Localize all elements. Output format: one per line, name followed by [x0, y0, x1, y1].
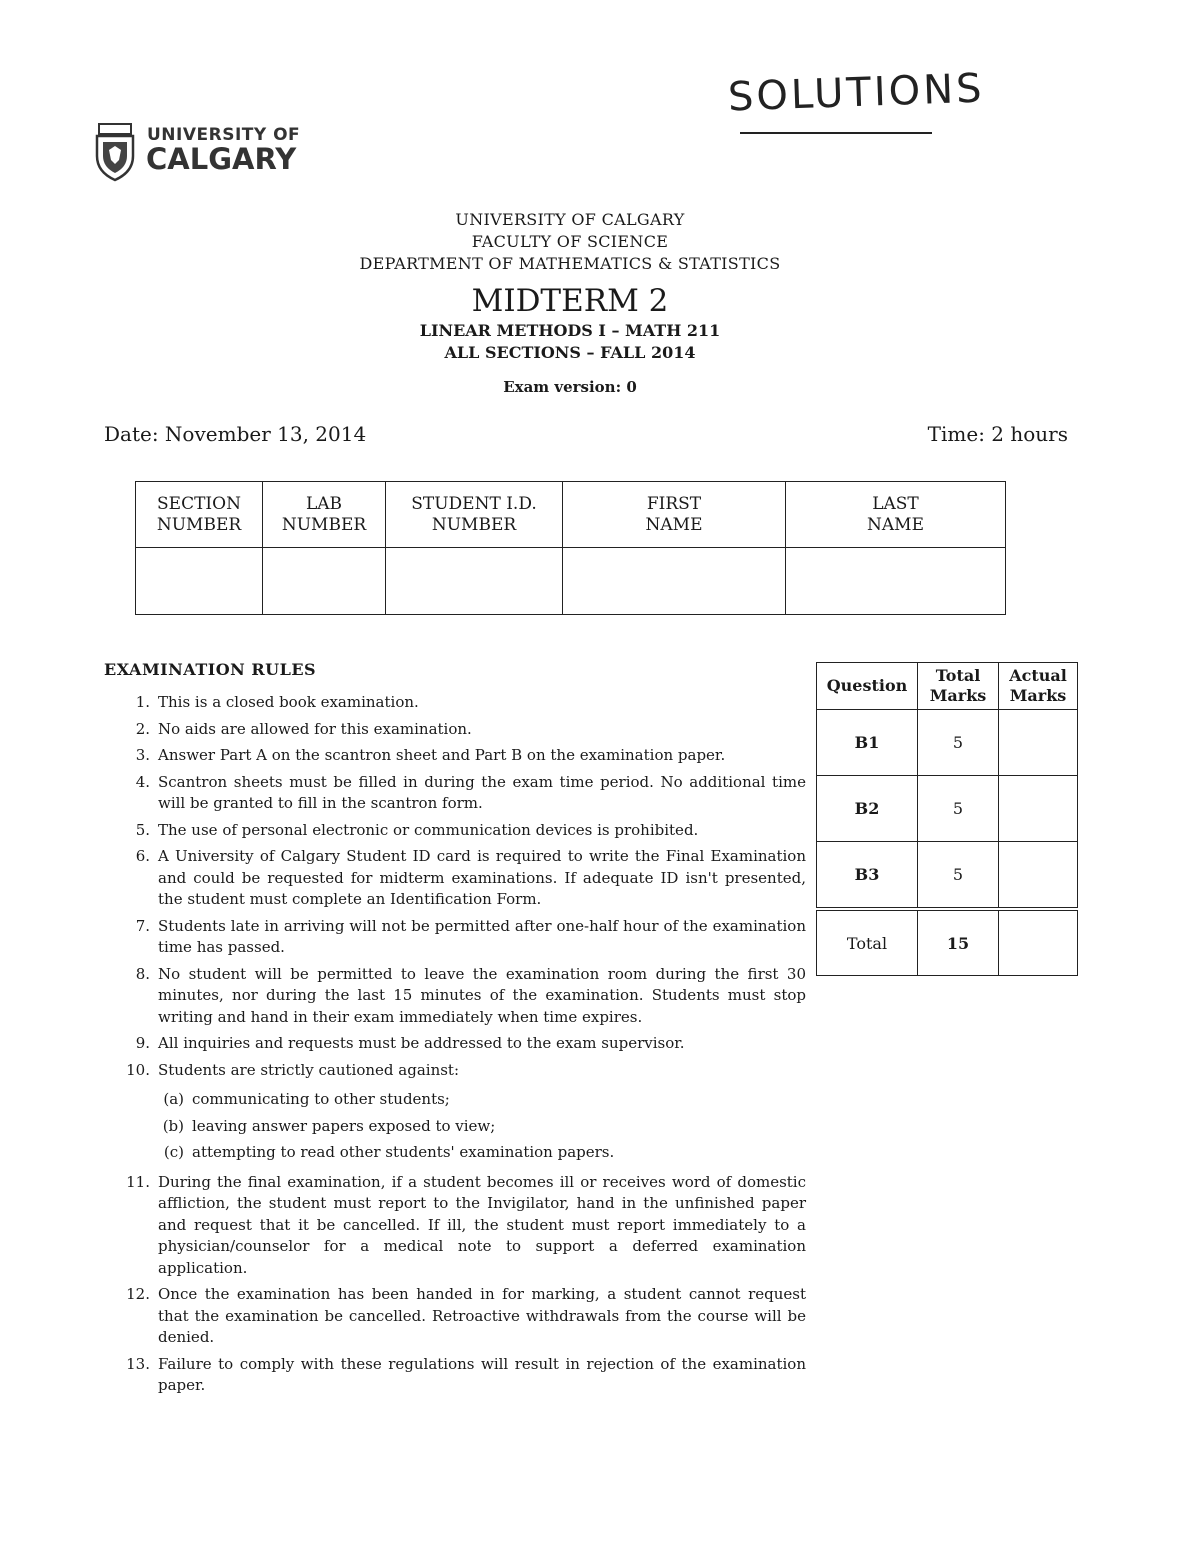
marks-header-actual: Actual Marks — [999, 663, 1078, 710]
actual-marks-field[interactable] — [999, 842, 1078, 910]
rule-item: 2. No aids are allowed for this examination. — [135, 719, 472, 738]
course-name: LINEAR METHODS I – MATH 211 — [419, 321, 721, 340]
exam-title: MIDTERM 2 — [471, 283, 669, 319]
exam-date: Date: November 13, 2014 — [104, 422, 367, 446]
rule-item: 3. Answer Part A on the scantron sheet and Part B on the examination paper. — [135, 746, 726, 764]
lab-number-field[interactable] — [263, 548, 386, 615]
total-label: Total — [817, 909, 918, 976]
marks-header-total: Total Marks — [918, 663, 999, 710]
question-label: B1 — [817, 710, 918, 776]
university-name: UNIVERSITY OF CALGARY — [455, 210, 685, 229]
last-name-field[interactable] — [786, 548, 1006, 615]
header-student-id: STUDENT I.D. NUMBER — [386, 482, 563, 548]
marks-total-row — [817, 909, 1078, 976]
handwritten-underline — [740, 132, 932, 134]
header-first-name: FIRST NAME — [563, 482, 786, 548]
student-id-field[interactable] — [386, 548, 563, 615]
question-label: B2 — [817, 776, 918, 842]
rule-item: 5. The use of personal electronic or communication devices is prohibited. — [135, 820, 699, 839]
rule-item: 12. Once the examination has been handed in for marking, a student cannot request that the examination be cancelled. Retroactive withdrawals from the course will be denied. — [126, 1285, 806, 1346]
rule-item: 9. All inquiries and requests must be addressed to the exam supervisor. — [135, 1034, 685, 1052]
total-marks: 5 — [918, 776, 999, 842]
student-info-table — [135, 481, 1006, 615]
rule-subitems — [122, 1089, 806, 1164]
actual-marks-field[interactable] — [999, 710, 1078, 776]
marks-row — [817, 710, 1078, 776]
rule-item: 7. Students late in arriving will not be permitted after one-half hour of the examination time has passed. — [135, 916, 806, 956]
first-name-field[interactable] — [563, 548, 786, 615]
marks-row — [817, 842, 1078, 910]
actual-marks-field[interactable] — [999, 776, 1078, 842]
exam-version: Exam version: 0 — [503, 378, 637, 396]
section-number-field[interactable] — [136, 548, 263, 615]
rule-item: 6. A University of Calgary Student ID card is required to write the Final Examination and could be requested for midterm examinations. If adequate ID isn't presented, the student must complete an Identification Form. — [135, 847, 806, 908]
handwritten-solutions-note: SOLUTIONS — [727, 65, 986, 121]
rule-item: 8. No student will be permitted to leave the examination room during the first 30 minutes, nor during the last 15 minutes of the examination. Students must stop writing and hand in their exam immediately when time expires. — [135, 964, 806, 1026]
faculty-name: FACULTY OF SCIENCE — [471, 232, 669, 251]
actual-total-field[interactable] — [999, 909, 1078, 976]
university-logo — [93, 122, 315, 184]
marks-header-question: Question — [817, 663, 918, 710]
rule-item: 4. Scantron sheets must be filled in during the exam time period. No additional time will be granted to fill in the scantron form. — [135, 772, 806, 812]
rules-title: EXAMINATION RULES — [104, 660, 317, 679]
header-last-name: LAST NAME — [786, 482, 1006, 548]
header-lab-number: LAB NUMBER — [263, 482, 386, 548]
marks-table — [816, 662, 1078, 976]
rule-item: 13. Failure to comply with these regulations will result in rejection of the examination paper. — [126, 1354, 806, 1394]
logo-text-line2: CALGARY — [146, 142, 297, 176]
rule-subitem: (b) leaving answer papers exposed to view; — [162, 1116, 496, 1135]
marks-row — [817, 776, 1078, 842]
total-marks-sum: 15 — [918, 909, 999, 976]
rule-item: 11. During the final examination, if a student becomes ill or receives word of domestic affliction, the student must report to the Invigilator, hand in the unfinished paper and request that it be cancelled. If ill, the student must report immediately to a physician/counselor for a medical note to support a deferred examination application. — [126, 1172, 806, 1277]
department-name: DEPARTMENT OF MATHEMATICS & STATISTICS — [359, 254, 781, 273]
rule-subitem: (c) attempting to read other students' examination papers. — [163, 1143, 615, 1161]
rule-subitem: (a) communicating to other students; — [163, 1090, 450, 1108]
exam-sections: ALL SECTIONS – FALL 2014 — [444, 343, 696, 362]
total-marks: 5 — [918, 842, 999, 910]
rule-item: 10. Students are strictly cautioned against: — [126, 1060, 460, 1079]
exam-duration: Time: 2 hours — [927, 422, 1068, 446]
header-section-number: SECTION NUMBER — [136, 482, 263, 548]
university-crest-icon — [93, 122, 137, 182]
rule-item: 1. This is a closed book examination. — [135, 693, 419, 711]
question-label: B3 — [817, 842, 918, 910]
logo-text-line1: UNIVERSITY OF — [147, 125, 301, 145]
total-marks: 5 — [918, 710, 999, 776]
rules-list — [122, 692, 806, 1402]
